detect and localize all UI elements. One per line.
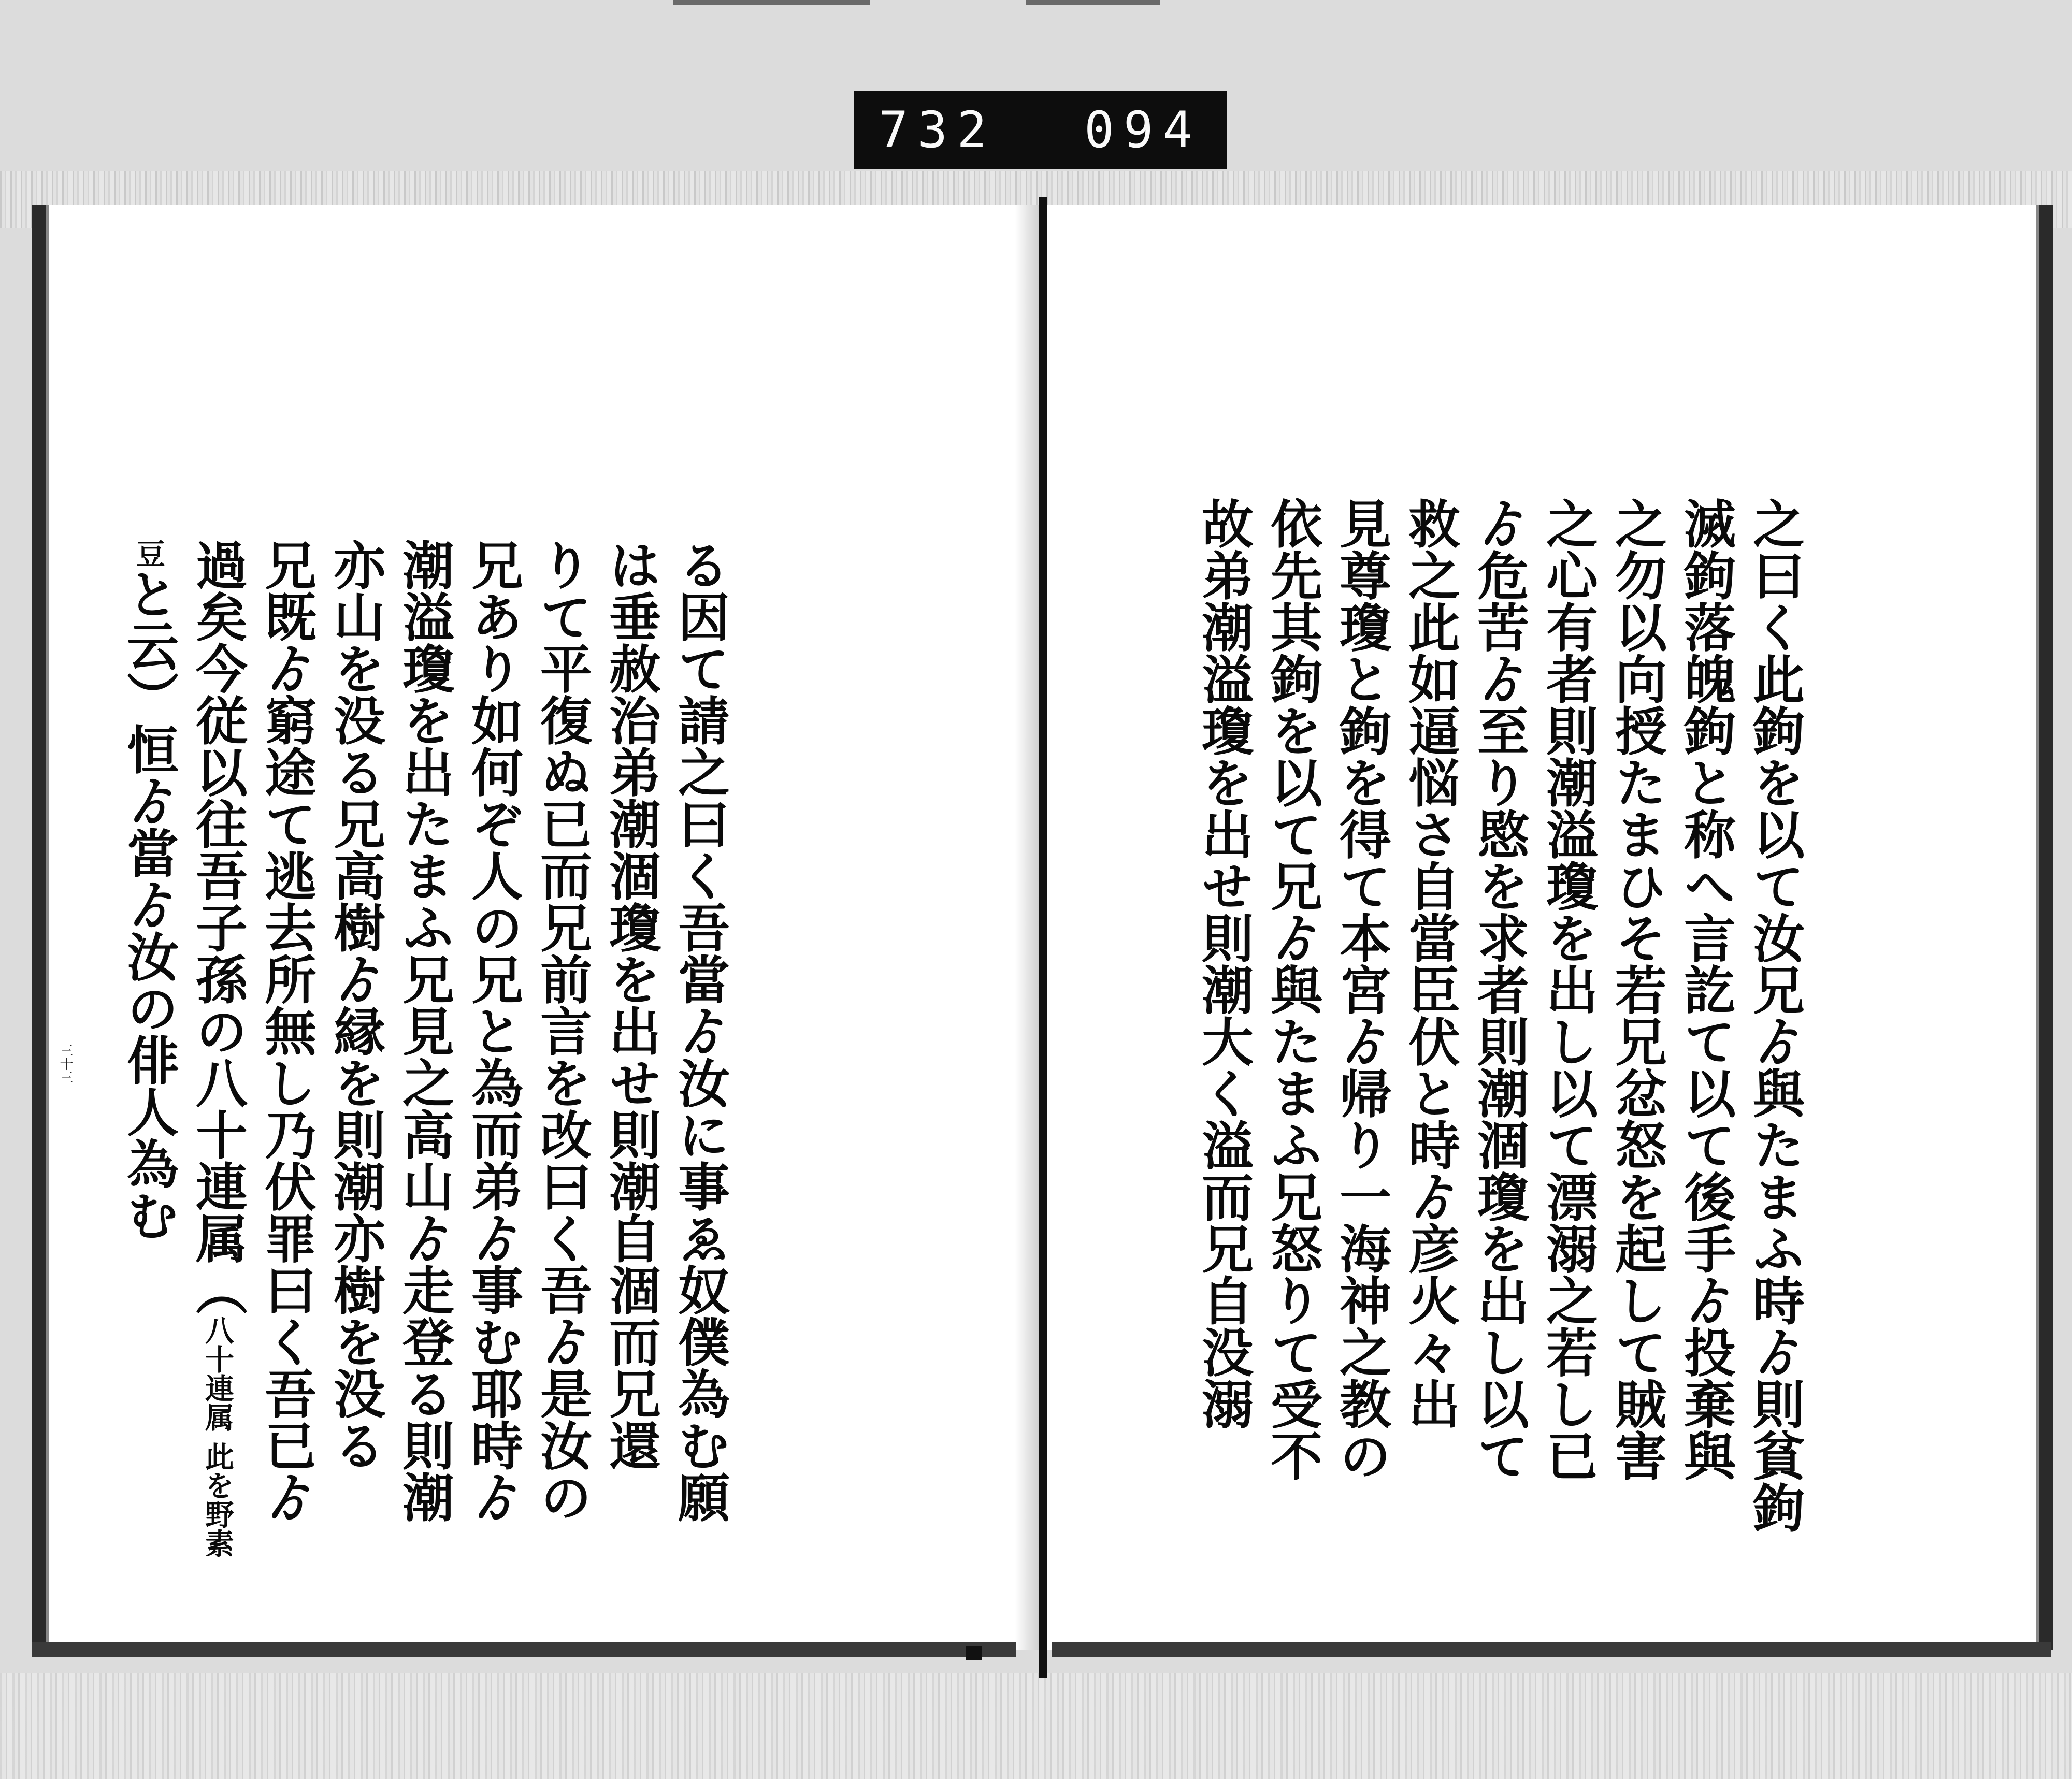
spine-shadow — [1015, 205, 1039, 1650]
text-line: 故弟潮溢瓊を出せ則潮大く溢而兄自没溺 — [1193, 497, 1254, 1429]
text-line: 潮溢瓊を出たまふ兄見之高山ゟ走登る則潮 — [394, 539, 455, 1523]
inline-note — [200, 1315, 235, 1558]
film-frame-label — [854, 91, 1227, 169]
text-line: は垂赦治弟潮涸瓊を出せ則潮自涸而兄還 — [600, 539, 661, 1471]
text-line: 兄既ゟ窮途て逃去所無し乃伏罪曰く吾已ゟ — [256, 539, 317, 1523]
book-spine — [1039, 197, 1047, 1678]
inline-note-line: 此を野素 — [200, 1441, 235, 1558]
text-line: 見尊瓊と鉤を得て本宮ゟ帰り一海神之教の — [1331, 497, 1392, 1481]
text-line: 之曰く此鉤を以て汝兄ゟ與たまふ時ゟ則貧鉤 — [1744, 497, 1805, 1533]
film-edge-left — [673, 0, 870, 5]
text-line-main: と云）恒ゟ當ゟ汝の俳人為む — [118, 568, 179, 1241]
text-line: ゟ危苦ゟ至り愍を求者則潮涸瓊を出し以て — [1469, 497, 1530, 1481]
spine-mark — [966, 1646, 982, 1660]
film-edge-right — [1026, 0, 1160, 5]
scan-noise-bottom — [0, 1673, 2072, 1779]
text-line: 救之此如逼悩さ自當臣伏と時ゟ彦火々出 — [1400, 497, 1461, 1429]
text-line — [183, 539, 252, 1595]
text-line: 之心有者則潮溢瓊を出し以て漂溺之若し已 — [1537, 497, 1599, 1481]
frame-number: 094 — [1084, 101, 1202, 159]
page-number: 三十三 — [57, 1044, 73, 1084]
text-line: 兄あり如何ぞ人の兄と為而弟ゟ事む耶時ゟ — [463, 539, 524, 1523]
reel-number: 732 — [878, 101, 996, 159]
text-line: りて平復ぬ已而兄前言を改曰く吾ゟ是汝の — [531, 539, 593, 1523]
left-page-text — [114, 539, 734, 1595]
text-line: 依先其鉤を以て兄ゟ與たまふ兄怒りて受不 — [1262, 497, 1323, 1481]
right-page-bottom-edge — [1052, 1642, 2051, 1657]
text-line — [114, 539, 183, 1595]
text-line: 滅鉤落魄鉤と称へ言訖て以て後手ゟ投棄與 — [1675, 497, 1736, 1481]
text-line: 之勿以向授たまひそ若兄忿怒を起して賊害 — [1606, 497, 1667, 1481]
inline-note-line: 八十連属 — [200, 1315, 235, 1431]
text-line: る因て請之曰く吾當ゟ汝に事ゑ奴僕為む願 — [669, 539, 730, 1523]
right-page-text — [1189, 497, 1809, 1559]
inline-note-head: 豆 — [132, 539, 166, 568]
text-line: 亦山を没る兄高樹ゟ縁を則潮亦樹を没る — [325, 539, 386, 1471]
left-page-bottom-edge — [32, 1642, 1016, 1657]
text-line-main: 過矣今従以往吾子孫の八十連属（ — [187, 539, 248, 1315]
